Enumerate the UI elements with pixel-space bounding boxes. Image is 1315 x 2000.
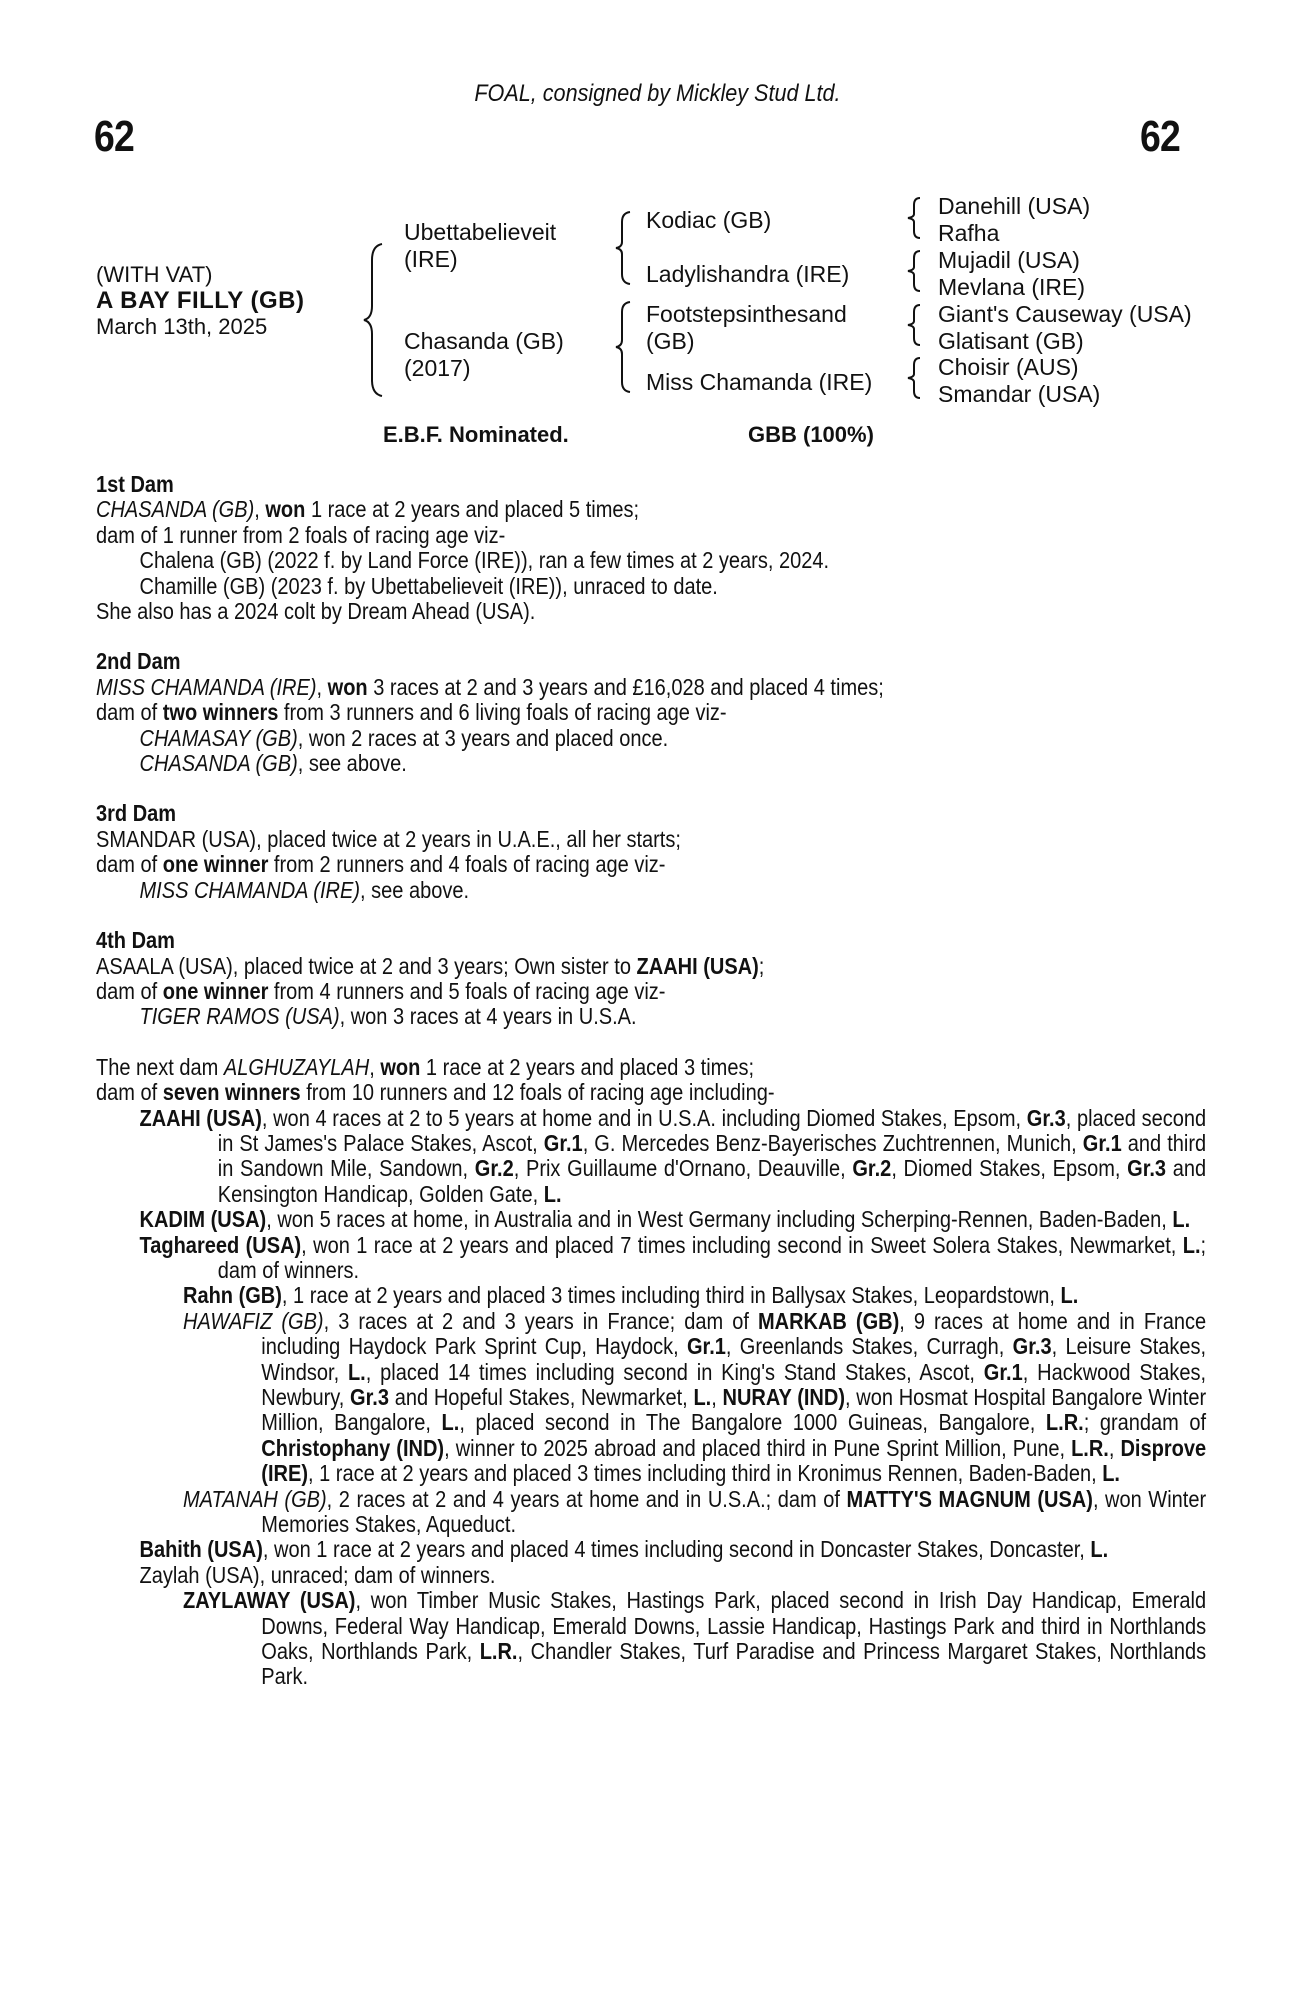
produce-entry-zaylah: Zaylah (USA), unraced; dam of winners.	[139, 1561, 496, 1588]
section-third-dam	[96, 801, 1206, 903]
pedigree-brace-g3-3	[906, 302, 924, 348]
pedigree-g3-1: Danehill (USA)	[938, 193, 1091, 219]
dam-summary: SMANDAR (USA), placed twice at 2 years in U.A.E., all her starts;	[96, 825, 681, 852]
pedigree-dam-dam: Miss Chamanda (IRE)	[646, 369, 873, 395]
gbb-status: GBB (100%)	[748, 422, 874, 447]
pedigree-dam	[404, 328, 564, 382]
produce-summary: dam of one winner from 2 runners and 4 foals of racing age viz-	[96, 851, 666, 878]
lot-number-right: 62	[1140, 112, 1180, 161]
dam-summary: MISS CHAMANDA (IRE), won 3 races at 2 and 3 years and £16,028 and placed 4 times;	[96, 673, 884, 700]
pedigree-dam-sire	[646, 301, 847, 355]
pedigree-brace-dam	[614, 298, 634, 396]
section-next-dam	[96, 1055, 1206, 1690]
sire-name: Ubettabelieveit	[404, 219, 557, 245]
dam-year: (2017)	[404, 355, 471, 381]
pedigree-g3-4: Mevlana (IRE)	[938, 274, 1085, 300]
produce-entry: Chalena (GB) (2022 f. by Land Force (IRE)), ran a few times at 2 years, 2024.	[139, 547, 830, 574]
dam-summary: ASAALA (USA), placed twice at 2 and 3 years; Own sister to ZAAHI (USA);	[96, 952, 765, 979]
pedigree-sire-dam: Ladylishandra (IRE)	[646, 261, 850, 287]
horse-name: A BAY FILLY (GB)	[96, 287, 305, 314]
pedigree-sire	[404, 219, 556, 273]
pedigree-sire-sire: Kodiac (GB)	[646, 207, 772, 233]
section-heading: 3rd Dam	[96, 800, 177, 827]
produce-summary: dam of 1 runner from 2 foals of racing age viz-	[96, 521, 506, 548]
section-heading: 1st Dam	[96, 471, 174, 497]
section-second-dam	[96, 649, 1206, 776]
pedigree-g3-6: Glatisant (GB)	[938, 328, 1084, 354]
vat-note: (WITH VAT)	[96, 262, 213, 287]
produce-entry: TIGER RAMOS (USA), won 3 races at 4 years in U.S.A.	[139, 1003, 637, 1030]
pedigree-g3-8: Smandar (USA)	[938, 381, 1101, 407]
produce-entry: MISS CHAMANDA (IRE), see above.	[139, 876, 470, 903]
consignor-line	[0, 80, 1315, 108]
dam-summary: CHASANDA (GB), won 1 race at 2 years and placed 5 times;	[96, 496, 640, 523]
produce-entry-bahith: Bahith (USA), won 1 race at 2 years and placed 4 times including second in Doncaster Stakes, Doncaster, L.	[139, 1536, 1109, 1563]
pedigree-g3-3: Mujadil (USA)	[938, 247, 1080, 273]
produce-entry: CHASANDA (GB), see above.	[139, 750, 407, 777]
produce-entry-rahn: Rahn (GB), 1 race at 2 years and placed 3 times including third in Ballysax Stakes, Leopardstown, L.	[183, 1282, 1079, 1309]
foaling-date: March 13th, 2025	[96, 314, 268, 339]
produce-summary: dam of two winners from 3 runners and 6 living foals of racing age viz-	[96, 699, 727, 726]
produce-entry: CHAMASAY (GB), won 2 races at 3 years and placed once.	[139, 724, 669, 751]
section-heading: 2nd Dam	[96, 648, 181, 675]
sire-country: (IRE)	[404, 246, 458, 272]
pedigree-g3-5: Giant's Causeway (USA)	[938, 301, 1192, 327]
pedigree-g3-2: Rafha	[938, 220, 1000, 246]
dam-sire-name: Footstepsinthesand	[646, 301, 847, 327]
horse-identity	[96, 262, 304, 340]
section-heading: 4th Dam	[96, 927, 175, 954]
dam-name: Chasanda (GB)	[404, 328, 564, 354]
pedigree-brace-g3-2	[906, 248, 924, 294]
section-fourth-dam	[96, 928, 1206, 1030]
produce-summary: dam of one winner from 4 runners and 5 foals of racing age viz-	[96, 977, 666, 1004]
produce-note: She also has a 2024 colt by Dream Ahead (USA).	[96, 598, 536, 625]
produce-entry-zaylaway: ZAYLAWAY (USA), won Timber Music Stakes, Hastings Park, placed second in Irish Day Handicap, Emerald Downs, Federal Way Handicap, Emerald Downs, Lassie Handicap, Hastings Park and third in Northlands Oaks, Northlands Park, L.R., Chandler Stakes, Turf Paradise and Princess Margaret Stakes, Northlands Park.	[183, 1587, 1207, 1690]
produce-entry-kadim: KADIM (USA), won 5 races at home, in Australia and in West Germany including Scherping-Rennen, Baden-Baden, L.	[139, 1206, 1191, 1233]
pedigree-brace-g3-4	[906, 355, 924, 401]
pedigree-g3-7: Choisir (AUS)	[938, 354, 1079, 380]
pedigree-brace-main	[362, 240, 388, 400]
produce-entry: Chamille (GB) (2023 f. by Ubettabelieveit (IRE)), unraced to date.	[139, 572, 718, 599]
catalogue-body	[96, 472, 1206, 1690]
consignor-text: FOAL, consigned by Mickley Stud Ltd.	[474, 80, 841, 107]
produce-entry-zaahi: ZAAHI (USA), won 4 races at 2 to 5 years at home and in U.S.A. including Diomed Stakes, Epsom, Gr.3, placed second in St James's Palace Stakes, Ascot, Gr.1, G. Mercedes Benz-Bayerisches Zuchtrennen, Munich, Gr.1 and third in Sandown Mile, Sandown, Gr.2, Prix Guillaume d'Ornano, Deauville, Gr.2, Diomed Stakes, Epsom, Gr.3 and Kensington Handicap, Golden Gate, L.	[139, 1104, 1207, 1207]
section-first-dam	[96, 472, 1206, 624]
produce-summary: dam of seven winners from 10 runners and 12 foals of racing age including-	[96, 1079, 775, 1106]
produce-entry-hawafiz: HAWAFIZ (GB), 3 races at 2 and 3 years in France; dam of MARKAB (GB), 9 races at home and in France including Haydock Park Sprint Cup, Haydock, Gr.1, Greenlands Stakes, Curragh, Gr.3, Leisure Stakes, Windsor, L., placed 14 times including second in King's Stand Stakes, Ascot, Gr.1, Hackwood Stakes, Newbury, Gr.3 and Hopeful Stakes, Newmarket, L., NURAY (IND), won Hosmat Hospital Bangalore Winter Million, Bangalore, L., placed second in The Bangalore 1000 Guineas, Bangalore, L.R.; grandam of Christophany (IND), winner to 2025 abroad and placed third in Pune Sprint Million, Pune, L.R., Disprove (IRE), 1 race at 2 years and placed 3 times including third in Kronimus Rennen, Baden-Baden, L.	[183, 1307, 1207, 1487]
lot-number-left: 62	[94, 112, 134, 161]
dam-sire-country: (GB)	[646, 328, 695, 354]
dam-summary: The next dam ALGHUZAYLAH, won 1 race at 2 years and placed 3 times;	[96, 1053, 755, 1080]
pedigree-brace-sire	[614, 208, 634, 288]
ebf-nominated: E.B.F. Nominated.	[383, 422, 569, 447]
produce-entry-taghareed: Taghareed (USA), won 1 race at 2 years and placed 7 times including second in Sweet Solera Stakes, Newmarket, L.; dam of winners.	[139, 1231, 1207, 1283]
produce-entry-matanah: MATANAH (GB), 2 races at 2 and 4 years at home and in U.S.A.; dam of MATTY'S MAGNUM (USA), won Winter Memories Stakes, Aqueduct.	[183, 1485, 1207, 1538]
pedigree-brace-g3-1	[906, 195, 924, 241]
